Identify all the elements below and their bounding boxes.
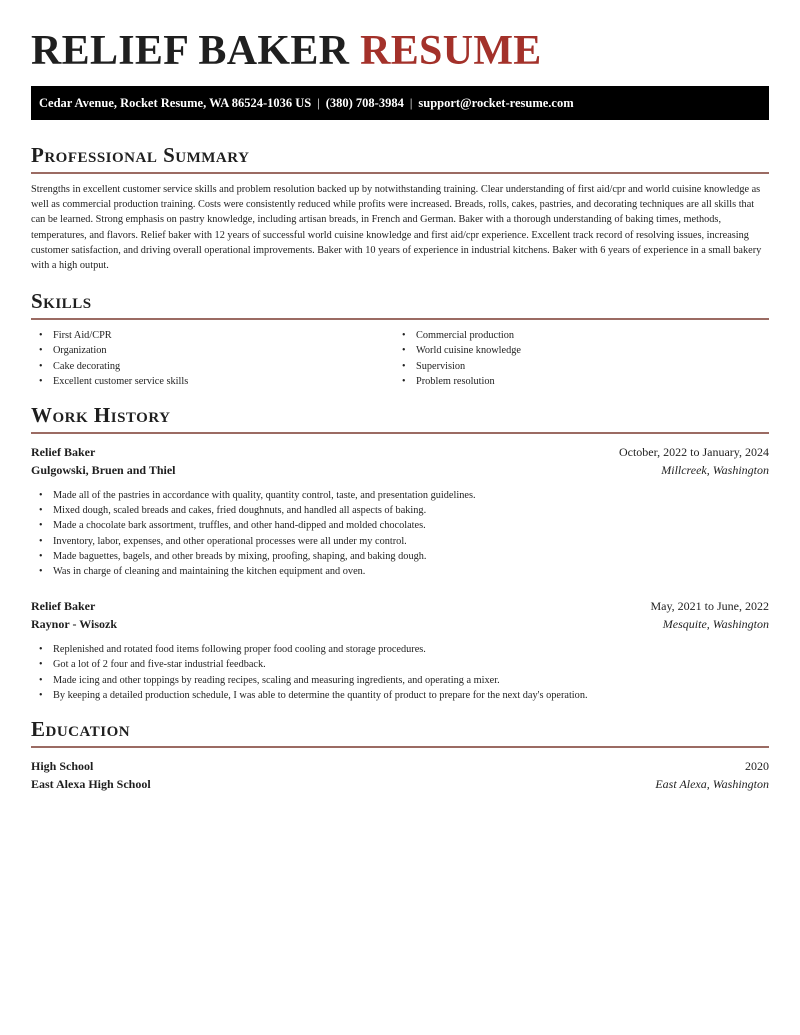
job-bullet: • Made baguettes, bagels, and other breads by mixing, proofing, shaping, and baking dough. bbox=[31, 549, 769, 564]
separator: | bbox=[409, 96, 413, 110]
summary-text: Strengths in excellent customer service skills and problem resolution backed up by notwithstanding training. Clear understanding of first aid/cpr and world cuisine knowledge as well as commercial production training. Costs were consistently reduced while profits were increased. Breads, rolls, cakes, pastries, and decorating techniques are all skills that can be learned. Strong emphasis on pastry knowledge, including artisan breads, in French and German. Baker with a thorough understanding of baking times, methods, temperatures, and flavors. Relief baker with 12 years of successful world cuisine knowledge and first aid/cpr experience. Excellent track record of resolving issues, increasing customer satisfaction, and driving overall operational improvements. Baker with 10 years of experience in industrial kitchens. Baker with 6 years of experience in a small bakery with a high output. bbox=[31, 184, 762, 272]
resume-title bbox=[31, 29, 769, 73]
job-entry bbox=[31, 443, 769, 579]
education-degree: High School bbox=[31, 759, 94, 774]
skill-item: • Commercial production bbox=[394, 328, 757, 343]
job-company: Gulgowski, Bruen and Thiel bbox=[31, 463, 176, 478]
work-history-heading: Work History bbox=[31, 402, 769, 434]
education-year: 2020 bbox=[745, 759, 769, 774]
job-bullet: • Got a lot of 2 four and five-star industrial feedback. bbox=[31, 657, 769, 672]
education-school: East Alexa High School bbox=[31, 777, 151, 792]
skill-item: • Supervision bbox=[394, 359, 757, 374]
skill-item: • World cuisine knowledge bbox=[394, 343, 757, 358]
resume-word: RESUME bbox=[360, 28, 542, 74]
job-bullet: • Inventory, labor, expenses, and other operational processes were all under my control. bbox=[31, 534, 769, 549]
resume-page bbox=[31, 0, 769, 793]
job-bullet: • Mixed dough, scaled breads and cakes, fried doughnuts, and handled all aspects of baking. bbox=[31, 503, 769, 518]
job-bullet: • Made a chocolate bark assortment, truffles, and other hand-dipped and molded chocolates. bbox=[31, 518, 769, 533]
job-dates: October, 2022 to January, 2024 bbox=[618, 445, 769, 460]
skill-item: • Cake decorating bbox=[31, 359, 394, 374]
job-bullet: • By keeping a detailed production schedule, I was able to determine the quantity of product to prepare for the next day's operation. bbox=[31, 688, 769, 703]
education-heading: Education bbox=[31, 716, 769, 748]
name-text: RELIEF BAKER bbox=[31, 28, 350, 74]
education-degree-row bbox=[31, 757, 769, 775]
job-bullet: • Made icing and other toppings by reading recipes, scaling and measuring ingredients, and operating a mixer. bbox=[31, 673, 769, 688]
skills-list bbox=[31, 328, 769, 389]
skill-item: • First Aid/CPR bbox=[31, 328, 394, 343]
education-entry bbox=[31, 757, 769, 793]
job-bullet: • Made all of the pastries in accordance with quality, quantity control, taste, and presentation guidelines. bbox=[31, 488, 769, 503]
job-company-row bbox=[31, 615, 769, 633]
job-dates: May, 2021 to June, 2022 bbox=[650, 599, 769, 614]
job-location: Mesquite, Washington bbox=[662, 617, 769, 632]
job-bullets bbox=[31, 488, 769, 579]
job-title: Relief Baker bbox=[31, 599, 96, 614]
job-bullet: • Was in charge of cleaning and maintaining the kitchen equipment and oven. bbox=[31, 564, 769, 579]
email-link[interactable]: support@rocket-resume.com bbox=[418, 96, 574, 110]
skill-item: • Excellent customer service skills bbox=[31, 374, 394, 389]
skills-column-right bbox=[394, 328, 757, 389]
job-bullets bbox=[31, 642, 769, 703]
separator: | bbox=[317, 96, 320, 110]
address-text: Cedar Avenue, Rocket Resume, WA 86524-1036 US bbox=[39, 96, 312, 110]
education-school-row bbox=[31, 775, 769, 793]
job-header-row bbox=[31, 597, 769, 615]
job-entry bbox=[31, 597, 769, 703]
skills-heading: Skills bbox=[31, 288, 769, 320]
job-bullet: • Replenished and rotated food items following proper food cooling and storage procedures. bbox=[31, 642, 769, 657]
summary-heading: Professional Summary bbox=[31, 142, 769, 174]
job-header-row bbox=[31, 443, 769, 461]
job-location: Millcreek, Washington bbox=[661, 463, 769, 478]
education-location: East Alexa, Washington bbox=[655, 777, 769, 792]
job-company-row bbox=[31, 461, 769, 479]
skill-item: • Problem resolution bbox=[394, 374, 757, 389]
skills-column-left bbox=[31, 328, 394, 389]
job-title: Relief Baker bbox=[31, 445, 96, 460]
job-company: Raynor - Wisozk bbox=[31, 617, 118, 632]
skill-item: • Organization bbox=[31, 343, 394, 358]
contact-bar bbox=[31, 86, 769, 120]
phone-text: (380) 708-3984 bbox=[325, 96, 404, 110]
